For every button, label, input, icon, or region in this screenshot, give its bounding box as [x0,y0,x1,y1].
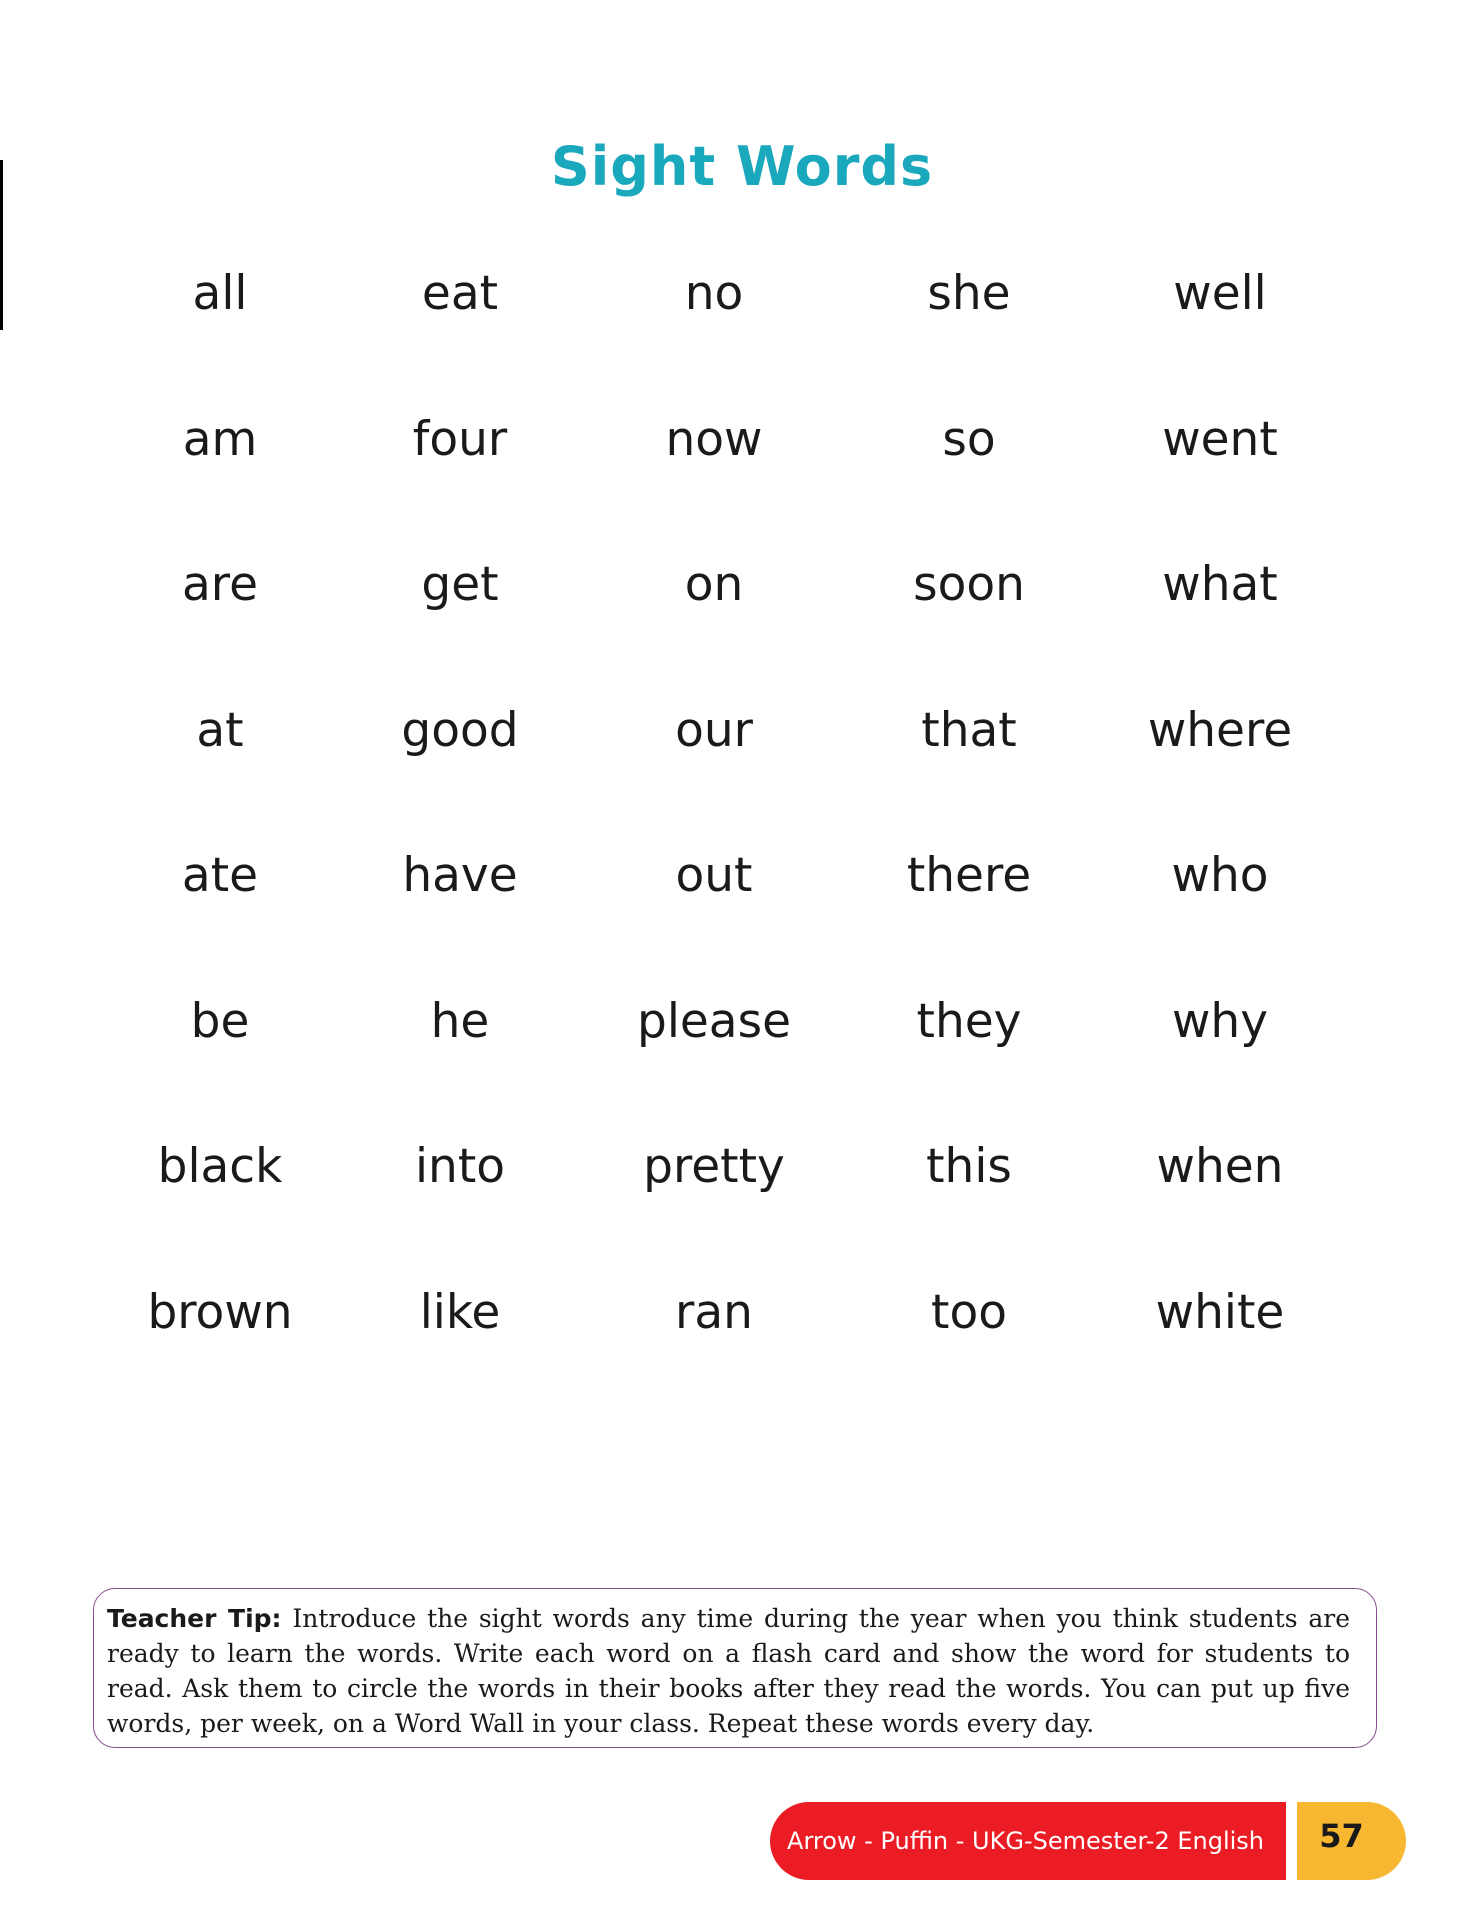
page-title: Sight Words [550,135,934,198]
footer-book-title: Arrow - Puffin - UKG-Semester-2 English [770,1802,1286,1880]
sight-word: brown [147,1284,293,1340]
sight-word: she [927,266,1011,321]
sight-word: pretty [643,1139,785,1194]
teacher-tip-label: Teacher Tip: [107,1604,282,1633]
sight-word: ate [181,848,259,903]
sight-word: where [1147,702,1293,758]
sight-word: why [1171,993,1269,1049]
sight-word: be [190,993,250,1049]
sight-word: so [942,411,996,467]
sight-word: out [675,848,753,903]
sight-word: there [906,848,1032,903]
sight-word: now [665,411,763,467]
sight-word: well [1173,266,1267,321]
sight-word: all [192,266,248,321]
sight-word: into [414,1139,506,1194]
teacher-tip-text: Introduce the sight words any time during the year when you think students are ready to learn the words. Write each word on a flash card and show the word for students to read. Ask them to circle the words in their books after they read the words. You can put up five words, per week, on a Word Wall in your class. Repeat these words every day. [107,1604,1350,1738]
sight-word: this [926,1139,1012,1194]
sight-word: white [1155,1284,1285,1340]
sight-word: ran [675,1284,753,1340]
sight-word: please [636,993,791,1049]
sight-word: at [196,702,244,758]
teacher-tip-box [93,1588,1377,1748]
sight-word: four [412,411,508,467]
sight-word: went [1162,411,1278,467]
sight-word: like [419,1284,501,1340]
sight-word: soon [913,557,1025,612]
sight-word: am [182,411,258,467]
sight-word: who [1171,848,1269,903]
sight-word: that [921,702,1017,758]
page-number: 57 [1297,1802,1406,1880]
sight-word: eat [421,266,499,321]
sight-word: black [157,1139,283,1194]
sight-word: our [675,702,753,758]
sight-words-grid [130,266,1320,1434]
sight-word: what [1162,557,1278,612]
sight-word: they [916,993,1022,1049]
sight-word: get [421,557,499,612]
sight-word: he [430,993,490,1049]
sight-word: have [402,848,518,903]
sight-word: on [684,557,744,612]
sight-word: good [401,702,519,758]
sight-word: too [931,1284,1007,1340]
sight-word: are [181,557,258,612]
sight-word: when [1156,1139,1284,1194]
sight-word: no [684,266,744,321]
